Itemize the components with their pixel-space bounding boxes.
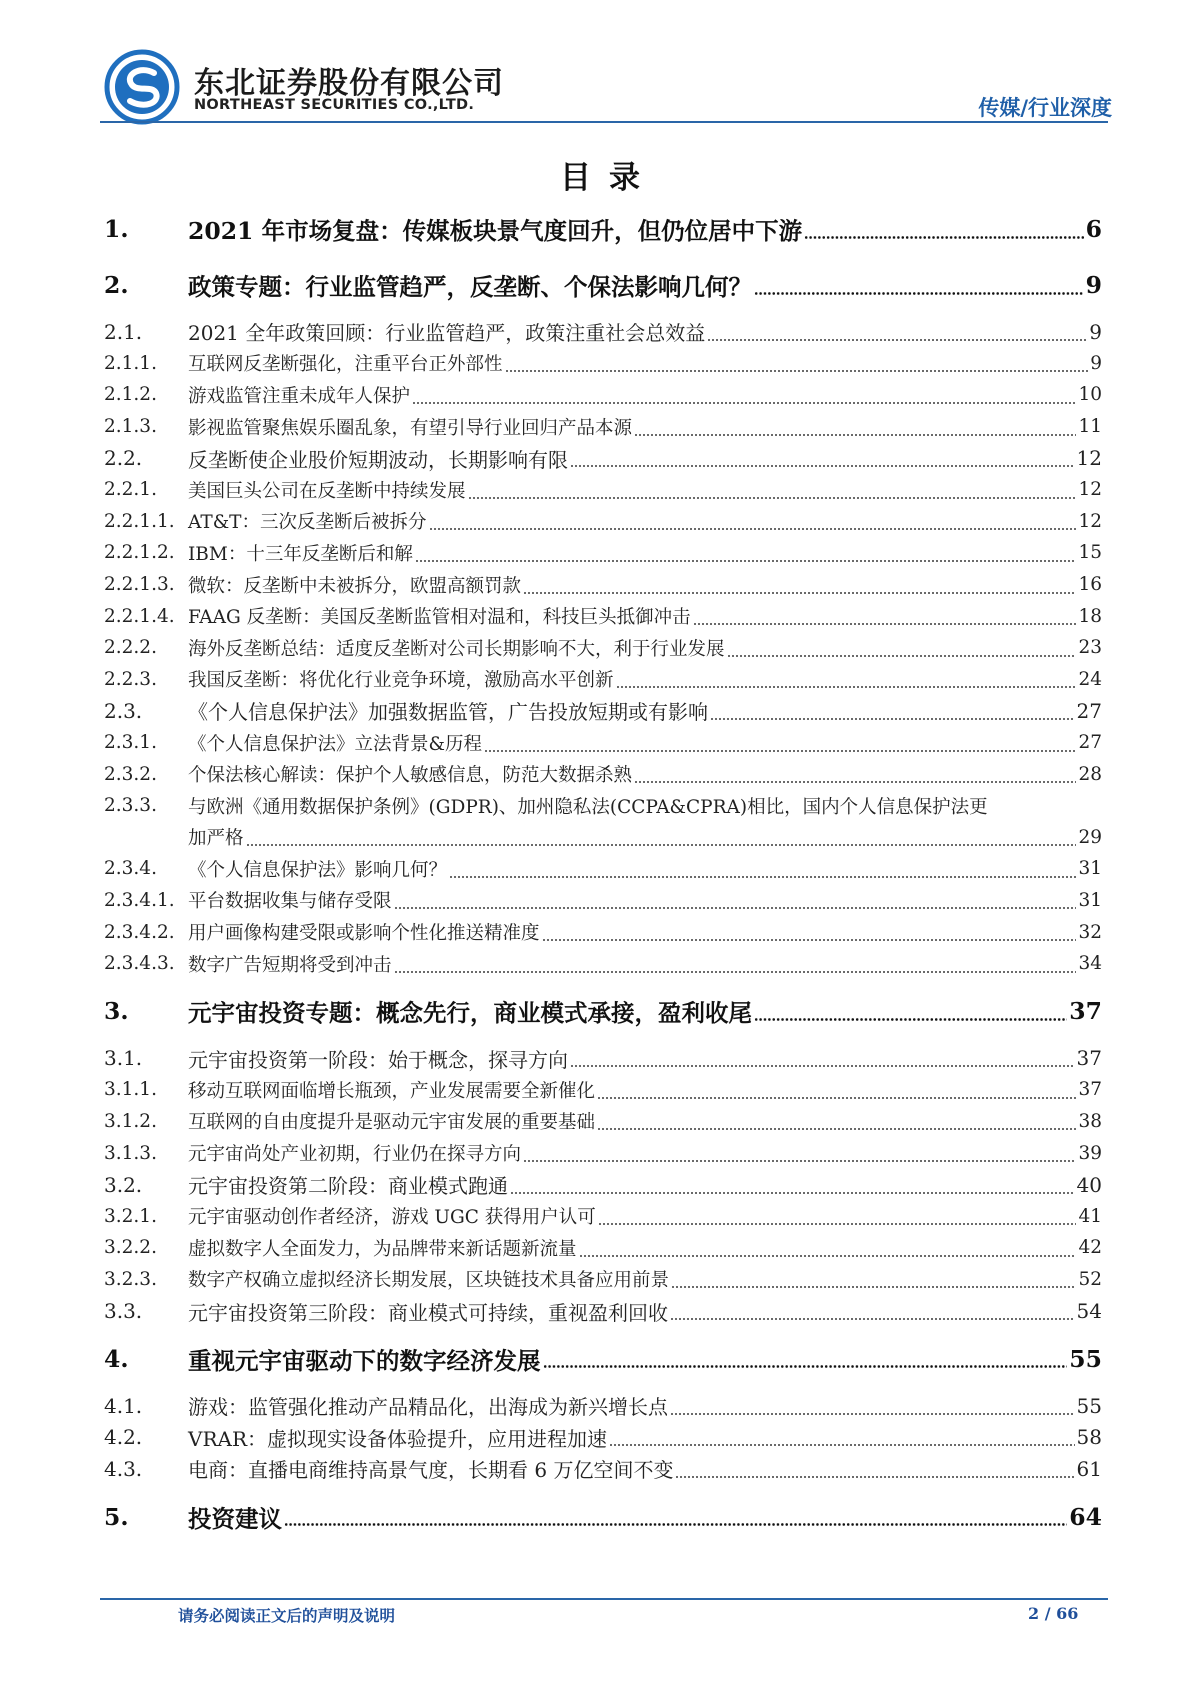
toc-entry-page: 11 [1078,416,1102,438]
dot-leader [579,1255,1077,1257]
toc-entry-number: 1. [104,215,129,243]
toc-entry[interactable] [104,1421,1102,1453]
toc-entry-number: 3.2.2. [104,1237,157,1259]
toc-entry[interactable] [104,664,1102,696]
toc-entry-title: 互联网反垄断强化，注重平台正外部性 [188,354,503,376]
toc-entry-title: 游戏：监管强化推动产品精品化，出海成为新兴增长点 [188,1395,668,1420]
toc-entry[interactable] [104,1295,1102,1327]
company-name-en: NORTHEAST SECURITIES CO.,LTD. [194,97,475,113]
toc-entry-page: 9 [1089,319,1102,344]
toc-entry[interactable] [104,1137,1102,1169]
report-category: 传媒/行业深度 [978,96,1112,120]
toc-entry[interactable] [104,885,1102,917]
toc-entry-number: 5. [104,1502,129,1531]
table-of-contents [104,205,1102,1548]
dot-leader [523,1160,1076,1162]
dot-leader [670,1413,1075,1415]
toc-entry-page: 28 [1078,763,1102,785]
toc-entry[interactable] [104,987,1102,1035]
toc-entry[interactable] [104,1264,1102,1296]
toc-entry[interactable] [104,474,1102,506]
toc-entry-page: 42 [1078,1237,1102,1259]
toc-entry-title: 互联网的自由度提升是驱动元宇宙发展的重要基础 [188,1112,596,1134]
toc-entry-page: 12 [1078,479,1102,501]
toc-entry[interactable] [104,1453,1102,1485]
toc-entry-title: 海外反垄断总结：适度反垄断对公司长期影响不大，利于行业发展 [188,638,725,660]
toc-entry-number: 3.2. [104,1172,143,1197]
toc-entry[interactable] [104,411,1102,443]
toc-entry-page: 15 [1078,542,1102,564]
toc-entry-number: 4.2. [104,1425,143,1450]
header-divider [100,121,1108,123]
dot-leader [510,1192,1075,1194]
dot-leader [754,292,1084,295]
toc-entry-title: 元宇宙驱动创作者经济，游戏 UGC 获得用户认可 [188,1207,596,1229]
toc-entry-number: 3.2.3. [104,1268,157,1290]
toc-entry-page: 41 [1078,1205,1102,1227]
toc-entry-number: 2.3.4.2. [104,921,175,943]
dot-leader [634,781,1076,783]
dot-leader [570,1065,1075,1067]
toc-entry-page: 16 [1078,574,1102,596]
toc-entry-page: 34 [1078,953,1102,975]
toc-entry-title: 数字广告短期将受到冲击 [188,954,392,976]
toc-entry[interactable] [104,948,1102,980]
toc-entry[interactable] [104,261,1102,309]
dot-leader [429,528,1077,530]
toc-entry[interactable] [104,600,1102,632]
footer-divider [100,1598,1108,1600]
toc-entry-title: 元宇宙投资第二阶段：商业模式跑通 [188,1174,508,1199]
toc-entry-page: 55 [1069,1344,1102,1373]
toc-entry-page: 32 [1078,921,1102,943]
toc-entry-title: 与欧洲《通用数据保护条例》(GDPR)、加州隐私法(CCPA&CPRA)相比，国内个人信息保护法更 [188,796,988,818]
dot-leader [634,434,1076,436]
toc-entry[interactable] [104,1042,1102,1074]
toc-entry-page: 27 [1076,698,1102,723]
toc-entry[interactable] [104,379,1102,411]
toc-entry-title: 2021 年市场复盘：传媒板块景气度回升，但仍位居中下游 [188,217,803,245]
page-title: 目录 [560,160,658,196]
toc-entry-title: 电商：直播电商维持高景气度，长期看 6 万亿空间不变 [188,1458,674,1483]
toc-entry-title: 影视监管聚焦娱乐圈乱象，有望引导行业回归产品本源 [188,417,633,439]
toc-entry-title: 数字产权确立虚拟经济长期发展，区块链技术具备应用前景 [188,1270,670,1292]
toc-entry-title: 《个人信息保护法》影响几何？ [188,859,448,881]
toc-entry-number: 2.1.1. [104,352,157,374]
toc-entry-page: 9 [1090,352,1102,374]
toc-entry-title: 《个人信息保护法》立法背景&历程 [188,733,482,755]
toc-entry-page: 9 [1085,271,1102,299]
toc-entry-title: 平台数据收集与储存受限 [188,891,392,913]
toc-entry[interactable] [104,695,1102,727]
toc-entry-title: IBM：十三年反垄断后和解 [188,543,413,565]
toc-entry-number: 3. [104,997,129,1026]
toc-entry-title: 重视元宇宙驱动下的数字经济发展 [188,1346,541,1375]
toc-entry-number: 2.3.4.3. [104,953,175,975]
toc-entry[interactable] [104,1106,1102,1138]
toc-entry-title: 元宇宙投资第三阶段：商业模式可持续，重视盈利回收 [188,1300,668,1325]
toc-entry-number: 2.2.1.1. [104,510,175,532]
dot-leader [670,1318,1075,1320]
toc-entry-page: 27 [1078,732,1102,754]
toc-entry-page: 37 [1076,1046,1102,1071]
toc-entry-number: 2.3. [104,698,143,723]
toc-entry-page: 37 [1069,997,1102,1026]
dot-leader [616,686,1077,688]
toc-entry-title: 政策专题：行业监管趋严，反垄断、个保法影响几何？ [188,273,752,301]
toc-entry-page: 55 [1076,1393,1102,1418]
toc-entry[interactable] [104,1169,1102,1201]
dot-leader [671,1286,1076,1288]
toc-entry[interactable] [104,569,1102,601]
toc-entry-page: 38 [1078,1110,1102,1132]
toc-entry[interactable] [104,205,1102,253]
toc-entry-number: 3.1.2. [104,1110,157,1132]
toc-entry[interactable] [104,1074,1102,1106]
dot-leader [523,592,1076,594]
toc-entry-number: 2.2.1.4. [104,605,175,627]
toc-entry[interactable] [104,348,1102,380]
toc-entry-title: 2021 全年政策回顾：行业监管趋严，政策注重社会总效益 [188,321,706,346]
dot-leader [394,907,1077,909]
toc-entry[interactable] [104,506,1102,538]
toc-entry-number: 3.2.1. [104,1205,157,1227]
toc-entry-page: 23 [1078,637,1102,659]
toc-entry-number: 2.2.1.2. [104,542,175,564]
toc-entry-page: 31 [1078,858,1102,880]
toc-entry-number: 2.3.4.1. [104,889,175,911]
dot-leader [543,1365,1068,1368]
toc-entry[interactable] [104,1493,1102,1541]
toc-entry[interactable] [104,853,1102,885]
toc-entry[interactable] [104,537,1102,569]
dot-leader [484,750,1076,752]
toc-entry-page: 29 [1078,826,1102,848]
dot-leader [707,339,1087,341]
toc-entry-page: 37 [1078,1079,1102,1101]
toc-entry-title: 移动互联网面临增长瓶颈，产业发展需要全新催化 [188,1080,596,1102]
toc-entry-number: 4.3. [104,1456,143,1481]
toc-entry-page: 58 [1076,1425,1102,1450]
toc-entry-title: 元宇宙投资第一阶段：始于概念，探寻方向 [188,1047,568,1072]
dot-leader [804,236,1084,239]
toc-entry-page: 18 [1078,605,1102,627]
dot-leader [570,465,1075,467]
toc-entry[interactable] [104,727,1102,759]
toc-entry[interactable] [104,1390,1102,1422]
toc-entry[interactable] [104,1232,1102,1264]
dot-leader [246,844,1077,846]
toc-entry-title: 元宇宙尚处产业初期，行业仍在探寻方向 [188,1144,522,1166]
dot-leader [412,402,1076,404]
toc-entry-title-continued: 加严格 [188,828,244,850]
dot-leader [542,939,1077,941]
toc-entry[interactable] [104,790,1102,822]
toc-entry-title: 美国巨头公司在反垄断中持续发展 [188,480,466,502]
dot-leader [675,1476,1074,1478]
toc-entry-number: 2.3.1. [104,732,157,754]
toc-entry-number: 3.1.1. [104,1079,157,1101]
toc-entry-page: 12 [1076,446,1102,471]
toc-entry-page: 54 [1076,1299,1102,1324]
dot-leader [693,623,1077,625]
toc-entry-number: 2.2.2. [104,637,157,659]
toc-entry-number: 3.1. [104,1046,143,1071]
toc-entry-title: 投资建议 [188,1504,282,1533]
dot-leader [394,971,1077,973]
toc-entry-title: 微软：反垄断中未被拆分，欧盟高额罚款 [188,575,522,597]
dot-leader [598,1223,1077,1225]
toc-entry-number: 3.3. [104,1299,143,1324]
toc-entry-page: 61 [1076,1456,1102,1481]
toc-entry-page: 12 [1078,510,1102,532]
dot-leader [710,718,1075,720]
dot-leader [597,1097,1076,1099]
toc-entry-page: 6 [1085,215,1102,243]
toc-entry-page: 24 [1078,668,1102,690]
dot-leader [415,560,1077,562]
toc-entry-title: 反垄断使企业股价短期波动，长期影响有限 [188,447,568,472]
toc-entry-page: 31 [1078,889,1102,911]
toc-entry-number: 2.2.3. [104,668,157,690]
company-logo [104,49,180,125]
footer-disclaimer: 请务必阅读正文后的声明及说明 [178,1607,396,1625]
toc-entry-number: 2.2.1. [104,479,157,501]
toc-entry-number: 4. [104,1344,129,1373]
toc-entry-page: 10 [1078,384,1102,406]
toc-entry-number: 2.3.2. [104,763,157,785]
toc-entry-page: 39 [1078,1142,1102,1164]
dot-leader [727,655,1077,657]
toc-entry-title: FAAG 反垄断：美国反垄断监管相对温和，科技巨头抵御冲击 [188,607,691,629]
toc-entry-title: 游戏监管注重未成年人保护 [188,385,411,407]
toc-entry-title: 用户画像构建受限或影响个性化推送精准度 [188,923,540,945]
dot-leader [609,1444,1075,1446]
toc-entry[interactable] [104,916,1102,948]
toc-entry-page: 64 [1069,1502,1102,1531]
toc-entry[interactable] [104,316,1102,348]
page-indicator: 2 / 66 [1028,1604,1079,1623]
toc-entry-number: 2.1. [104,319,143,344]
dot-leader [754,1018,1067,1021]
toc-entry-number: 2.3.4. [104,858,157,880]
toc-entry-continuation[interactable] [104,822,1102,854]
dot-leader [468,497,1077,499]
toc-entry-number: 2.2. [104,446,143,471]
toc-entry-number: 3.1.3. [104,1142,157,1164]
toc-entry-title: 我国反垄断：将优化行业竞争环境，激励高水平创新 [188,670,614,692]
dot-leader [505,370,1089,372]
toc-entry-title: 个保法核心解读：保护个人敏感信息，防范大数据杀熟 [188,765,633,787]
toc-entry-page: 40 [1076,1172,1102,1197]
toc-entry-page: 52 [1078,1268,1102,1290]
dot-leader [449,876,1076,878]
toc-entry[interactable] [104,758,1102,790]
company-name-cn: 东北证券股份有限公司 [194,66,504,101]
toc-entry[interactable] [104,1200,1102,1232]
toc-entry[interactable] [104,632,1102,664]
toc-entry-number: 4.1. [104,1393,143,1418]
toc-entry-title: AT&T：三次反垄断后被拆分 [188,512,427,534]
toc-entry-number: 2.3.3. [104,795,157,817]
toc-entry[interactable] [104,1335,1102,1383]
dot-leader [597,1128,1076,1130]
toc-entry-number: 2. [104,271,129,299]
toc-entry-title: 虚拟数字人全面发力，为品牌带来新话题新流量 [188,1238,577,1260]
toc-entry-title: 《个人信息保护法》加强数据监管，广告投放短期或有影响 [188,700,708,725]
toc-entry-title: 元宇宙投资专题：概念先行，商业模式承接，盈利收尾 [188,999,752,1028]
toc-entry-number: 2.1.2. [104,384,157,406]
toc-entry[interactable] [104,442,1102,474]
toc-entry-title: VRAR：虚拟现实设备体验提升，应用进程加速 [188,1426,608,1451]
toc-entry-number: 2.1.3. [104,416,157,438]
dot-leader [284,1523,1067,1526]
toc-entry-number: 2.2.1.3. [104,574,175,596]
